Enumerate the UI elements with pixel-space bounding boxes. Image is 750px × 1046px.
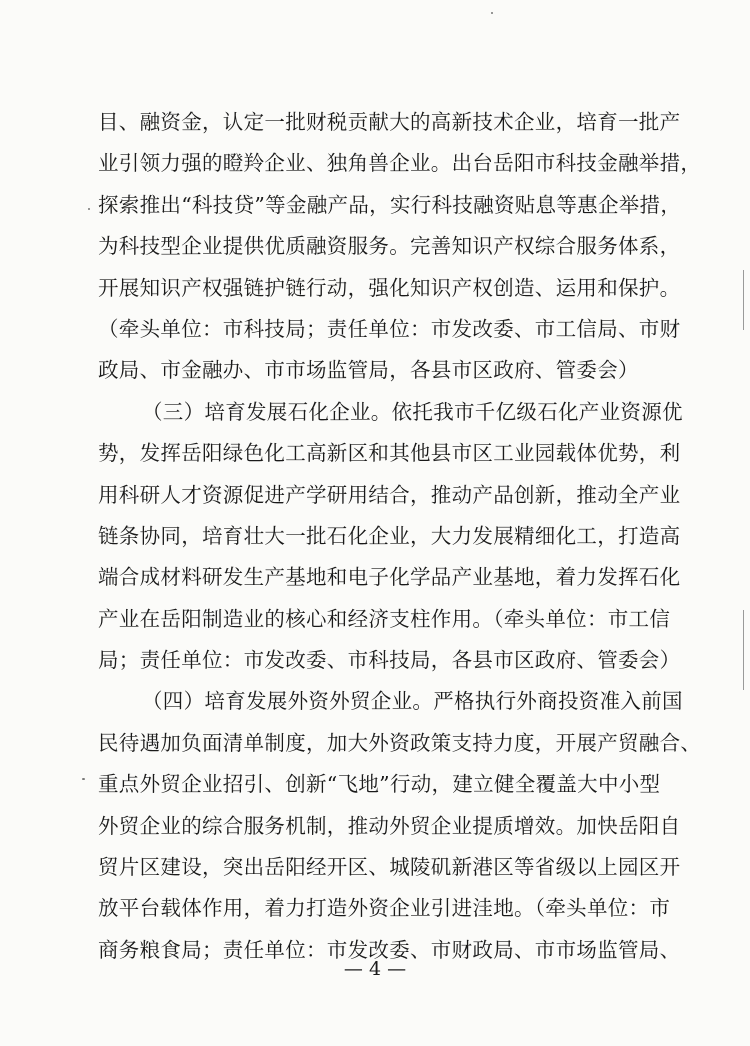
text-line: 民待遇加负面清单制度，加大外资政策支持力度，开展产贸融合、 — [98, 730, 702, 755]
text-line: 开展知识产权强链护链行动，强化知识产权创造、运用和保护。 — [98, 275, 681, 300]
text-line: 局；责任单位：市发改委、市科技局，各县市区政府、管委会） — [98, 648, 681, 673]
text-line: 政局、市金融办、市市场监管局，各县市区政府、管委会） — [98, 358, 639, 383]
text-line: 为科技型企业提供优质融资服务。完善知识产权综合服务体系， — [98, 234, 681, 259]
text-line: 外贸企业的综合服务机制，推动外贸企业提质增效。加快岳阳自 — [98, 813, 681, 838]
body-text — [98, 102, 702, 971]
text-line: 势，发挥岳阳绿色化工高新区和其他县市区工业园载体优势，利 — [98, 441, 681, 466]
scan-speck — [491, 12, 493, 14]
text-line: 贸片区建设，突出岳阳经开区、城陵矶新港区等省级以上园区开 — [98, 855, 681, 880]
scan-speck — [88, 208, 90, 210]
text-line: （牵头单位：市科技局；责任单位：市发改委、市工信局、市财 — [98, 316, 681, 341]
text-line: 端合成材料研发生产基地和电子化学品产业基地，着力发挥石化 — [98, 565, 681, 590]
scan-edge-mark — [743, 610, 744, 690]
text-line: 产业在岳阳制造业的核心和经济支柱作用。（牵头单位：市工信 — [98, 606, 671, 631]
section-heading-line: （四）培育发展外资外贸企业。严格执行外商投资准入前国 — [142, 689, 683, 714]
text-line: 链条协同，培育壮大一批石化企业，大力发展精细化工，打造高 — [98, 523, 681, 548]
text-line: 重点外贸企业招引、创新“飞地”行动，建立健全覆盖大中小型 — [98, 772, 661, 797]
section-heading-line: （三）培育发展石化企业。依托我市千亿级石化产业资源优 — [142, 399, 683, 424]
scan-speck — [82, 778, 85, 780]
text-line: 商务粮食局；责任单位：市发改委、市财政局、市市场监管局、 — [98, 937, 681, 962]
text-line: 业引领力强的瞪羚企业、独角兽企业。出台岳阳市科技金融举措， — [98, 151, 702, 176]
text-line: 放平台载体作用，着力打造外资企业引进洼地。（牵头单位：市 — [98, 896, 671, 921]
scan-edge-mark — [743, 270, 744, 330]
page-number: — 4 — — [343, 958, 407, 980]
text-line: 目、融资金，认定一批财税贡献大的高新技术企业，培育一批产 — [98, 110, 681, 134]
text-line: 探索推出“科技贷”等金融产品，实行科技融资贴息等惠企举措， — [98, 192, 682, 217]
text-line: 用科研人才资源促进产学研用结合，推动产品创新，推动全产业 — [98, 482, 681, 507]
